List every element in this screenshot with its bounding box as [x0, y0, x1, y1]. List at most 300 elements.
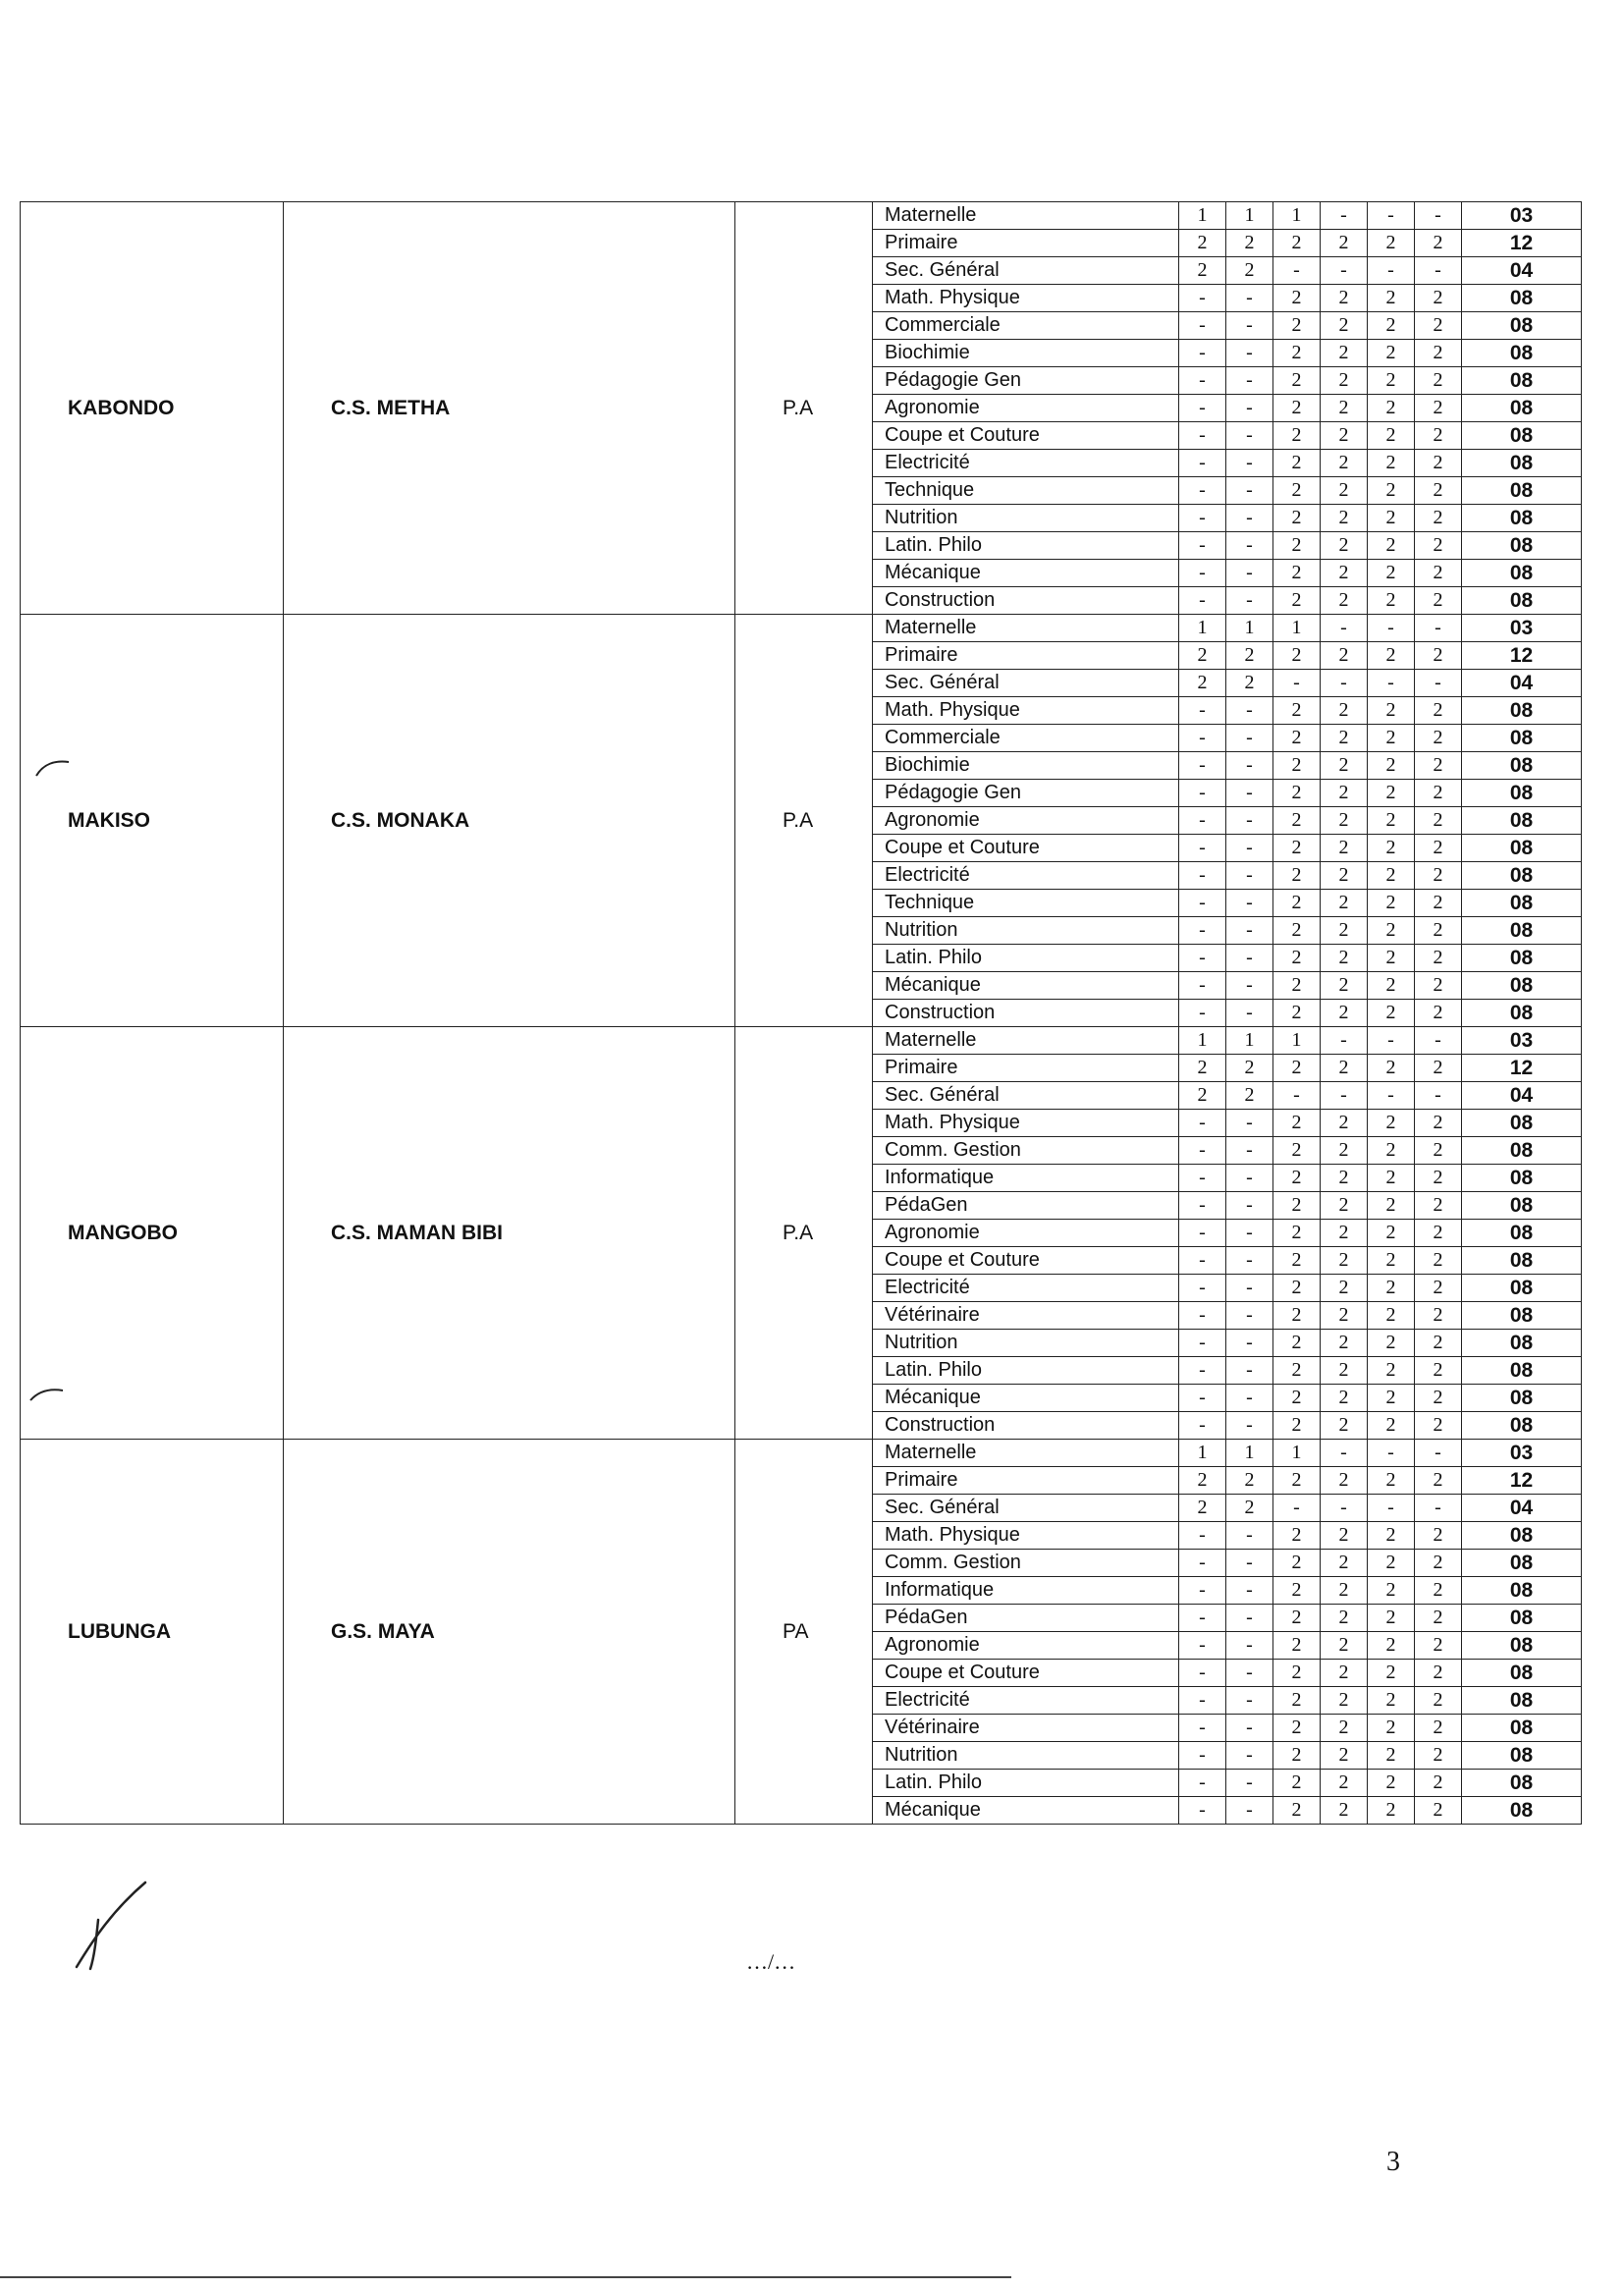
row-total: 08	[1462, 1330, 1582, 1357]
class-count-cell: -	[1226, 1165, 1273, 1192]
subject-name: Maternelle	[873, 202, 1179, 230]
class-count-cell: -	[1179, 340, 1226, 367]
class-count-cell: -	[1415, 670, 1462, 697]
row-total: 08	[1462, 697, 1582, 725]
class-count-cell: 2	[1415, 422, 1462, 450]
class-count-cell: -	[1226, 835, 1273, 862]
class-count-cell: -	[1179, 1715, 1226, 1742]
class-count-cell: 2	[1368, 340, 1415, 367]
class-count-cell: -	[1179, 1770, 1226, 1797]
class-count-cell: 2	[1415, 1357, 1462, 1385]
class-count-cell: 1	[1226, 615, 1273, 642]
class-count-cell: 2	[1415, 1302, 1462, 1330]
class-count-cell: 2	[1273, 1302, 1321, 1330]
class-count-cell: 2	[1226, 670, 1273, 697]
class-count-cell: -	[1226, 1660, 1273, 1687]
subject-name: Sec. Général	[873, 1495, 1179, 1522]
class-count-cell: 2	[1415, 230, 1462, 257]
class-count-cell: -	[1273, 257, 1321, 285]
class-count-cell: 2	[1273, 1467, 1321, 1495]
class-count-cell: 2	[1415, 1797, 1462, 1825]
class-count-cell: 2	[1273, 697, 1321, 725]
class-count-cell: 2	[1321, 395, 1368, 422]
class-count-cell: 2	[1273, 1605, 1321, 1632]
row-total: 08	[1462, 862, 1582, 890]
class-count-cell: 2	[1368, 835, 1415, 862]
subject-name: Mécanique	[873, 972, 1179, 1000]
class-count-cell: 2	[1368, 780, 1415, 807]
class-count-cell: 2	[1321, 1302, 1368, 1330]
subject-name: Informatique	[873, 1577, 1179, 1605]
place-name: MAKISO	[21, 615, 284, 1027]
class-count-cell: 2	[1368, 230, 1415, 257]
class-count-cell: -	[1179, 1632, 1226, 1660]
row-total: 08	[1462, 532, 1582, 560]
subject-name: Pédagogie Gen	[873, 780, 1179, 807]
table-row	[21, 615, 1582, 642]
class-count-cell: 2	[1273, 1715, 1321, 1742]
subject-name: Maternelle	[873, 615, 1179, 642]
class-count-cell: -	[1226, 807, 1273, 835]
class-count-cell: -	[1226, 780, 1273, 807]
class-count-cell: 2	[1273, 395, 1321, 422]
class-count-cell: -	[1179, 780, 1226, 807]
class-count-cell: 2	[1273, 752, 1321, 780]
class-count-cell: 2	[1368, 1522, 1415, 1550]
class-count-cell: 2	[1321, 890, 1368, 917]
class-count-cell: -	[1226, 450, 1273, 477]
table-row	[21, 202, 1582, 230]
class-count-cell: -	[1226, 1522, 1273, 1550]
row-total: 03	[1462, 1440, 1582, 1467]
class-count-cell: 2	[1321, 285, 1368, 312]
subject-name: Agronomie	[873, 1220, 1179, 1247]
class-count-cell: -	[1179, 752, 1226, 780]
place-name: KABONDO	[21, 202, 284, 615]
class-count-cell: 2	[1415, 450, 1462, 477]
subject-name: Electricité	[873, 1687, 1179, 1715]
class-count-cell: -	[1415, 1082, 1462, 1110]
class-count-cell: -	[1179, 422, 1226, 450]
class-count-cell: 2	[1273, 1247, 1321, 1275]
class-count-cell: 2	[1368, 1275, 1415, 1302]
class-count-cell: -	[1321, 202, 1368, 230]
class-count-cell: 2	[1415, 312, 1462, 340]
class-count-cell: -	[1179, 1742, 1226, 1770]
class-count-cell: 2	[1368, 505, 1415, 532]
class-count-cell: 1	[1179, 1440, 1226, 1467]
class-count-cell: 2	[1273, 532, 1321, 560]
class-count-cell: 2	[1273, 1000, 1321, 1027]
subject-name: PédaGen	[873, 1605, 1179, 1632]
class-count-cell: -	[1226, 1330, 1273, 1357]
class-count-cell: -	[1179, 1605, 1226, 1632]
class-count-cell: 2	[1273, 477, 1321, 505]
class-count-cell: 2	[1321, 642, 1368, 670]
class-count-cell: 2	[1226, 1467, 1273, 1495]
class-count-cell: 1	[1226, 1440, 1273, 1467]
row-total: 08	[1462, 477, 1582, 505]
class-count-cell: 2	[1273, 1220, 1321, 1247]
class-count-cell: 2	[1415, 505, 1462, 532]
class-count-cell: -	[1226, 1247, 1273, 1275]
tick-mark-1	[33, 756, 73, 780]
row-total: 08	[1462, 917, 1582, 945]
class-count-cell: -	[1226, 1357, 1273, 1385]
class-count-cell: 2	[1273, 1577, 1321, 1605]
class-count-cell: -	[1273, 670, 1321, 697]
class-count-cell: -	[1368, 257, 1415, 285]
class-count-cell: 2	[1321, 560, 1368, 587]
class-count-cell: -	[1368, 1027, 1415, 1055]
row-total: 08	[1462, 1110, 1582, 1137]
subject-name: Commerciale	[873, 312, 1179, 340]
class-count-cell: 2	[1415, 1467, 1462, 1495]
class-count-cell: 2	[1415, 1660, 1462, 1687]
bottom-rule	[0, 2276, 1011, 2278]
class-count-cell: -	[1179, 1247, 1226, 1275]
class-count-cell: -	[1179, 1302, 1226, 1330]
class-count-cell: 1	[1179, 202, 1226, 230]
class-count-cell: 2	[1415, 395, 1462, 422]
row-total: 08	[1462, 945, 1582, 972]
class-count-cell: 2	[1415, 642, 1462, 670]
class-count-cell: -	[1179, 1660, 1226, 1687]
class-count-cell: 2	[1321, 1412, 1368, 1440]
class-count-cell: 2	[1321, 1522, 1368, 1550]
class-count-cell: -	[1321, 615, 1368, 642]
subject-name: Sec. Général	[873, 1082, 1179, 1110]
class-count-cell: 2	[1321, 1330, 1368, 1357]
class-count-cell: 1	[1273, 615, 1321, 642]
subject-name: Vétérinaire	[873, 1715, 1179, 1742]
class-count-cell: -	[1179, 1687, 1226, 1715]
subject-name: Technique	[873, 477, 1179, 505]
class-count-cell: -	[1226, 945, 1273, 972]
row-total: 08	[1462, 1247, 1582, 1275]
class-count-cell: 2	[1321, 807, 1368, 835]
class-count-cell: 2	[1368, 752, 1415, 780]
class-count-cell: 2	[1368, 1000, 1415, 1027]
class-count-cell: 2	[1415, 532, 1462, 560]
class-count-cell: 2	[1415, 1110, 1462, 1137]
row-total: 08	[1462, 1000, 1582, 1027]
class-count-cell: 2	[1415, 1385, 1462, 1412]
class-count-cell: -	[1179, 1385, 1226, 1412]
class-count-cell: 2	[1273, 1357, 1321, 1385]
class-count-cell: 2	[1415, 1000, 1462, 1027]
class-count-cell: -	[1415, 1027, 1462, 1055]
class-count-cell: 2	[1321, 1550, 1368, 1577]
class-count-cell: -	[1226, 395, 1273, 422]
class-count-cell: 2	[1415, 752, 1462, 780]
class-count-cell: 2	[1321, 1357, 1368, 1385]
subject-name: Latin. Philo	[873, 532, 1179, 560]
class-count-cell: 2	[1321, 1605, 1368, 1632]
class-count-cell: 2	[1368, 532, 1415, 560]
school-name: C.S. MAMAN BIBI	[284, 1027, 735, 1440]
subject-name: Agronomie	[873, 1632, 1179, 1660]
class-count-cell: 2	[1321, 1220, 1368, 1247]
row-total: 08	[1462, 807, 1582, 835]
row-total: 08	[1462, 890, 1582, 917]
class-count-cell: 2	[1368, 1770, 1415, 1797]
class-count-cell: 2	[1368, 1165, 1415, 1192]
subject-name: Vétérinaire	[873, 1302, 1179, 1330]
class-count-cell: -	[1226, 285, 1273, 312]
row-total: 08	[1462, 1742, 1582, 1770]
class-count-cell: 2	[1273, 1385, 1321, 1412]
class-count-cell: 2	[1321, 1247, 1368, 1275]
class-count-cell: 2	[1368, 477, 1415, 505]
row-total: 08	[1462, 725, 1582, 752]
class-count-cell: -	[1179, 367, 1226, 395]
class-count-cell: 2	[1179, 1495, 1226, 1522]
class-count-cell: 2	[1273, 807, 1321, 835]
class-count-cell: 2	[1368, 1742, 1415, 1770]
subject-name: Mécanique	[873, 1385, 1179, 1412]
class-count-cell: 2	[1415, 340, 1462, 367]
class-count-cell: -	[1226, 917, 1273, 945]
subject-name: Coupe et Couture	[873, 422, 1179, 450]
class-count-cell: 2	[1273, 945, 1321, 972]
class-count-cell: -	[1179, 1357, 1226, 1385]
class-count-cell: 2	[1321, 367, 1368, 395]
class-count-cell: 2	[1321, 1467, 1368, 1495]
class-count-cell: 2	[1415, 477, 1462, 505]
subject-name: Construction	[873, 587, 1179, 615]
table-row	[21, 1027, 1582, 1055]
subject-name: Primaire	[873, 642, 1179, 670]
class-count-cell: 2	[1368, 1357, 1415, 1385]
continuation-mark: …/…	[746, 1949, 796, 1974]
class-count-cell: -	[1226, 1605, 1273, 1632]
class-count-cell: 2	[1415, 285, 1462, 312]
class-count-cell: -	[1226, 367, 1273, 395]
class-count-cell: 2	[1321, 835, 1368, 862]
status-label: P.A	[735, 615, 873, 1027]
subject-name: Nutrition	[873, 1330, 1179, 1357]
class-count-cell: 2	[1273, 1110, 1321, 1137]
class-count-cell: -	[1179, 1275, 1226, 1302]
class-count-cell: 2	[1273, 972, 1321, 1000]
class-count-cell: 2	[1321, 532, 1368, 560]
subject-name: Comm. Gestion	[873, 1550, 1179, 1577]
class-count-cell: 2	[1321, 725, 1368, 752]
class-count-cell: 2	[1368, 697, 1415, 725]
subject-name: Math. Physique	[873, 285, 1179, 312]
class-count-cell: 2	[1321, 477, 1368, 505]
class-count-cell: 2	[1273, 312, 1321, 340]
subject-name: Sec. Général	[873, 670, 1179, 697]
class-count-cell: 2	[1368, 890, 1415, 917]
row-total: 12	[1462, 1055, 1582, 1082]
class-count-cell: -	[1226, 1192, 1273, 1220]
class-count-cell: 2	[1321, 1137, 1368, 1165]
class-count-cell: 2	[1273, 560, 1321, 587]
class-count-cell: 1	[1226, 202, 1273, 230]
class-count-cell: 2	[1415, 1330, 1462, 1357]
class-count-cell: -	[1226, 422, 1273, 450]
class-count-cell: 2	[1368, 1137, 1415, 1165]
class-count-cell: -	[1415, 257, 1462, 285]
class-count-cell: 2	[1415, 1412, 1462, 1440]
row-total: 12	[1462, 642, 1582, 670]
class-count-cell: -	[1226, 1632, 1273, 1660]
class-count-cell: -	[1179, 835, 1226, 862]
class-count-cell: -	[1226, 752, 1273, 780]
class-count-cell: -	[1179, 972, 1226, 1000]
row-total: 08	[1462, 1302, 1582, 1330]
row-total: 08	[1462, 560, 1582, 587]
class-count-cell: 2	[1321, 312, 1368, 340]
class-count-cell: 1	[1179, 615, 1226, 642]
class-count-cell: 2	[1368, 725, 1415, 752]
class-count-cell: -	[1179, 1797, 1226, 1825]
class-count-cell: 2	[1179, 1467, 1226, 1495]
class-count-cell: 2	[1368, 1687, 1415, 1715]
class-count-cell: -	[1226, 560, 1273, 587]
class-count-cell: 2	[1273, 1165, 1321, 1192]
class-count-cell: 2	[1415, 560, 1462, 587]
class-count-cell: 1	[1273, 1440, 1321, 1467]
row-total: 08	[1462, 587, 1582, 615]
status-label: P.A	[735, 1027, 873, 1440]
class-count-cell: 2	[1226, 257, 1273, 285]
row-total: 12	[1462, 230, 1582, 257]
class-count-cell: 2	[1368, 1715, 1415, 1742]
subject-name: Nutrition	[873, 917, 1179, 945]
row-total: 04	[1462, 670, 1582, 697]
subject-name: Biochimie	[873, 340, 1179, 367]
row-total: 08	[1462, 285, 1582, 312]
class-count-cell: 2	[1273, 835, 1321, 862]
class-count-cell: 2	[1273, 340, 1321, 367]
class-count-cell: 1	[1273, 202, 1321, 230]
class-count-cell: 2	[1321, 1632, 1368, 1660]
class-count-cell: 2	[1273, 725, 1321, 752]
row-total: 08	[1462, 1577, 1582, 1605]
class-count-cell: -	[1226, 972, 1273, 1000]
class-count-cell: 2	[1415, 807, 1462, 835]
class-count-cell: 2	[1179, 1082, 1226, 1110]
subject-name: Primaire	[873, 1467, 1179, 1495]
class-count-cell: -	[1368, 1495, 1415, 1522]
class-count-cell: 2	[1415, 1247, 1462, 1275]
row-total: 08	[1462, 1715, 1582, 1742]
subject-name: Informatique	[873, 1165, 1179, 1192]
class-count-cell: 2	[1368, 862, 1415, 890]
class-count-cell: 2	[1321, 1165, 1368, 1192]
row-total: 08	[1462, 1220, 1582, 1247]
class-count-cell: 2	[1368, 1247, 1415, 1275]
class-count-cell: 2	[1321, 945, 1368, 972]
class-count-cell: 2	[1368, 395, 1415, 422]
class-count-cell: 2	[1179, 230, 1226, 257]
row-total: 08	[1462, 422, 1582, 450]
class-count-cell: 2	[1179, 642, 1226, 670]
class-count-cell: 2	[1321, 450, 1368, 477]
row-total: 08	[1462, 1412, 1582, 1440]
class-count-cell: -	[1226, 505, 1273, 532]
place-name: LUBUNGA	[21, 1440, 284, 1825]
class-count-cell: -	[1368, 202, 1415, 230]
row-total: 08	[1462, 1522, 1582, 1550]
class-count-cell: -	[1226, 1797, 1273, 1825]
table-body	[21, 202, 1582, 1825]
class-count-cell: -	[1179, 725, 1226, 752]
class-count-cell: 2	[1368, 1577, 1415, 1605]
class-count-cell: -	[1179, 560, 1226, 587]
row-total: 08	[1462, 1550, 1582, 1577]
class-count-cell: 2	[1368, 1632, 1415, 1660]
class-count-cell: -	[1179, 1137, 1226, 1165]
class-count-cell: 2	[1368, 1550, 1415, 1577]
class-count-cell: -	[1226, 1220, 1273, 1247]
class-count-cell: 2	[1273, 1137, 1321, 1165]
class-count-cell: -	[1415, 202, 1462, 230]
class-count-cell: 2	[1321, 697, 1368, 725]
subject-name: Primaire	[873, 1055, 1179, 1082]
class-count-cell: 2	[1273, 862, 1321, 890]
class-count-cell: 2	[1415, 1742, 1462, 1770]
class-count-cell: 2	[1415, 780, 1462, 807]
class-count-cell: 2	[1368, 1302, 1415, 1330]
page-number: 3	[1386, 2147, 1400, 2177]
class-count-cell: 2	[1273, 1275, 1321, 1302]
class-count-cell: 2	[1415, 1165, 1462, 1192]
row-total: 03	[1462, 1027, 1582, 1055]
class-count-cell: 2	[1321, 1687, 1368, 1715]
class-count-cell: 2	[1368, 972, 1415, 1000]
class-count-cell: 2	[1273, 1330, 1321, 1357]
subject-name: Pédagogie Gen	[873, 367, 1179, 395]
class-count-cell: 2	[1368, 1660, 1415, 1687]
class-count-cell: -	[1226, 1770, 1273, 1797]
class-count-cell: 2	[1273, 422, 1321, 450]
table-row	[21, 1440, 1582, 1467]
class-count-cell: 2	[1321, 1110, 1368, 1137]
class-count-cell: -	[1179, 1577, 1226, 1605]
row-total: 08	[1462, 835, 1582, 862]
subject-name: Latin. Philo	[873, 1770, 1179, 1797]
class-count-cell: 2	[1415, 1632, 1462, 1660]
subject-name: Electricité	[873, 450, 1179, 477]
class-count-cell: 2	[1321, 1275, 1368, 1302]
class-count-cell: 2	[1321, 972, 1368, 1000]
row-total: 08	[1462, 1385, 1582, 1412]
class-count-cell: 2	[1273, 1550, 1321, 1577]
row-total: 08	[1462, 367, 1582, 395]
class-count-cell: 2	[1415, 1770, 1462, 1797]
class-count-cell: -	[1321, 1027, 1368, 1055]
class-count-cell: 2	[1368, 450, 1415, 477]
class-count-cell: -	[1179, 395, 1226, 422]
class-count-cell: 2	[1321, 1192, 1368, 1220]
row-total: 04	[1462, 1082, 1582, 1110]
subject-name: Math. Physique	[873, 697, 1179, 725]
row-total: 08	[1462, 1632, 1582, 1660]
class-count-cell: 2	[1415, 1055, 1462, 1082]
class-count-cell: -	[1321, 257, 1368, 285]
class-count-cell: 2	[1321, 1742, 1368, 1770]
class-count-cell: 2	[1273, 642, 1321, 670]
class-count-cell: 2	[1321, 1577, 1368, 1605]
row-total: 08	[1462, 1357, 1582, 1385]
class-count-cell: -	[1226, 532, 1273, 560]
row-total: 08	[1462, 450, 1582, 477]
class-count-cell: -	[1179, 1522, 1226, 1550]
